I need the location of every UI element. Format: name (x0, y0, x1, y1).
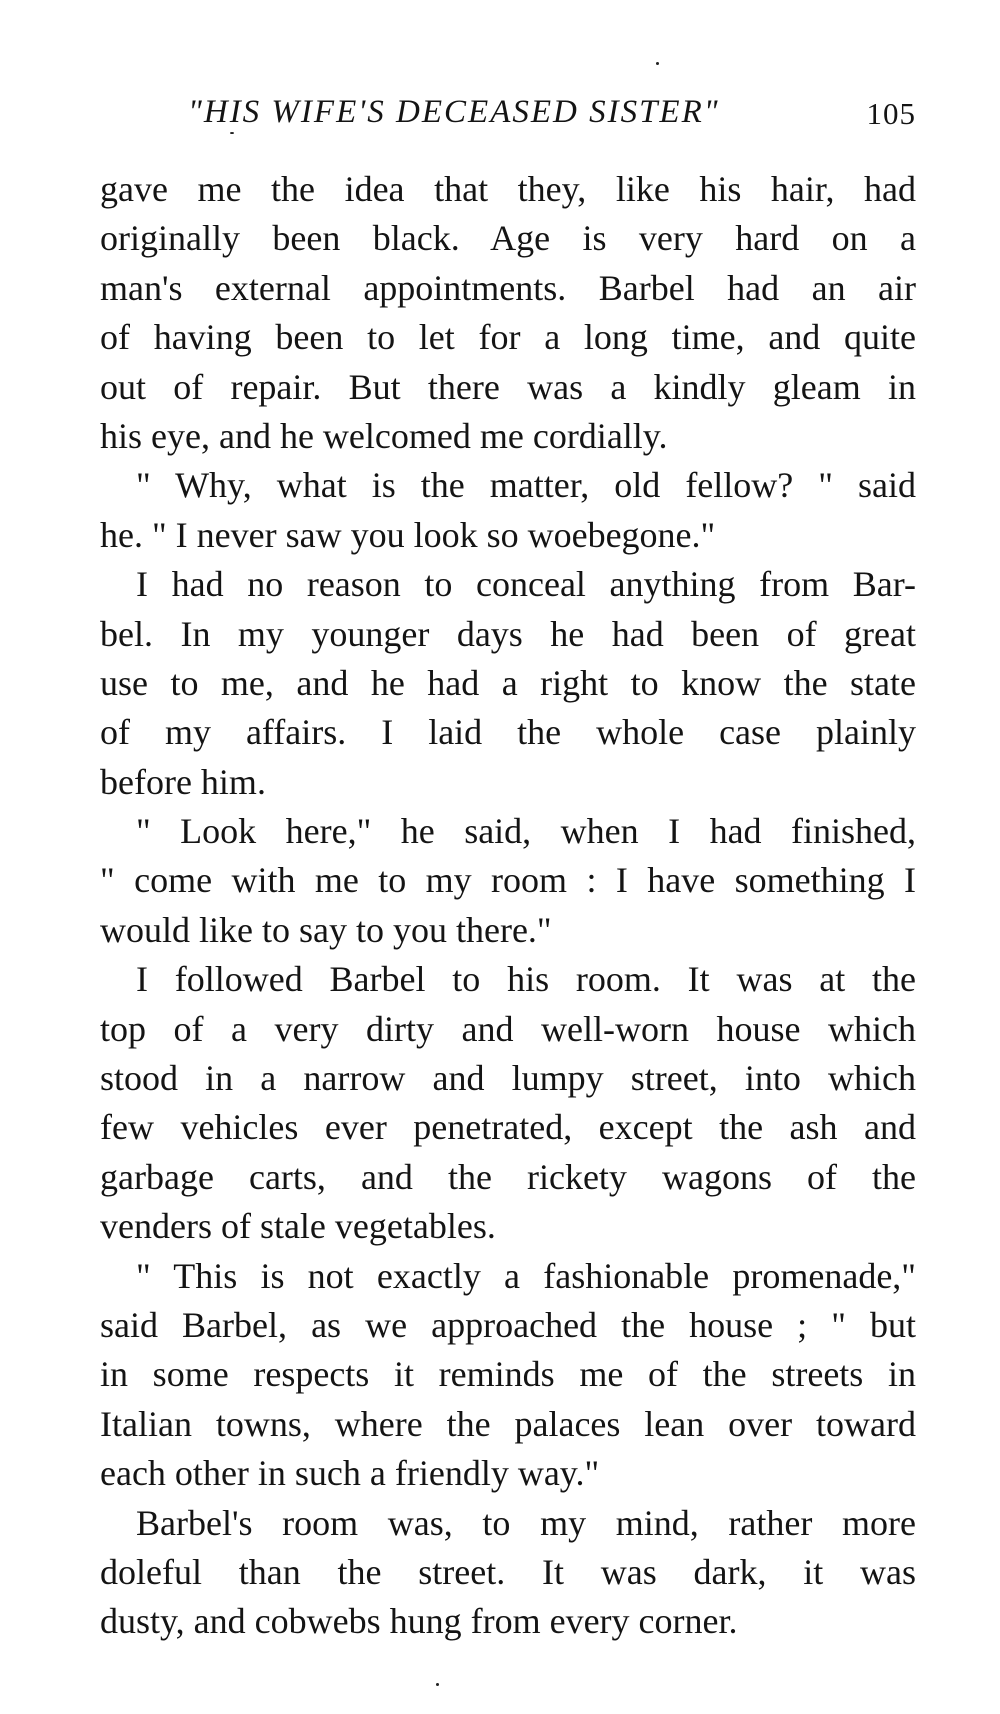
text-line: out of repair. But there was a kindly gleam in (100, 366, 916, 407)
text-line: stood in a narrow and lumpy street, into which (100, 1058, 916, 1099)
paragraph (100, 461, 916, 560)
text-line: he. " I never saw you look so woebegone." (100, 514, 716, 555)
text-line: doleful than the street. It was dark, it was (100, 1551, 916, 1592)
text-line: top of a very dirty and well-worn house which (100, 1008, 916, 1049)
paragraph (100, 1252, 916, 1499)
text-line: I followed Barbel to his room. It was at the (136, 959, 916, 1000)
print-speck (436, 1683, 439, 1686)
paragraph (100, 165, 916, 461)
paragraph (100, 807, 916, 955)
text-line: originally been black. Age is very hard on a (100, 218, 916, 259)
text-line: Barbel's room was, to my mind, rather more (136, 1502, 916, 1543)
text-line: would like to say to you there." (100, 909, 552, 950)
text-line: dusty, and cobwebs hung from every corner. (100, 1601, 738, 1642)
text-line: gave me the idea that they, like his hair, had (100, 169, 916, 209)
text-line: " Look here," he said, when I had finished, (136, 811, 916, 852)
text-line: man's external appointments. Barbel had an air (100, 267, 916, 308)
text-line: " come with me to my room : I have something I (100, 860, 916, 901)
text-line: few vehicles ever penetrated, except the ash and (100, 1107, 916, 1148)
text-line: of my affairs. I laid the whole case plainly (100, 712, 916, 753)
text-line: in some respects it reminds me of the streets in (100, 1354, 916, 1395)
text-line: said Barbel, as we approached the house ; " but (100, 1304, 916, 1345)
text-line: bel. In my younger days he had been of great (100, 613, 916, 654)
running-title: "HIS WIFE'S DECEASED SISTER" (188, 94, 720, 130)
text-line: Italian towns, where the palaces lean over toward (100, 1403, 916, 1444)
text-line: " Why, what is the matter, old fellow? " said (136, 465, 916, 506)
paragraph (100, 955, 916, 1251)
text-line: I had no reason to conceal anything from Bar- (136, 564, 916, 605)
text-line: of having been to let for a long time, and quite (100, 317, 916, 358)
running-head (100, 90, 916, 138)
text-line: " This is not exactly a fashionable promenade," (136, 1255, 916, 1296)
paragraph (100, 1499, 916, 1647)
text-line: his eye, and he welcomed me cordially. (100, 415, 668, 456)
text-line: garbage carts, and the rickety wagons of the (100, 1156, 916, 1197)
page-number: 105 (866, 96, 916, 131)
body-text (100, 165, 916, 1647)
text-line: each other in such a friendly way." (100, 1453, 600, 1494)
text-line: venders of stale vegetables. (100, 1206, 496, 1247)
paragraph (100, 560, 916, 807)
text-line: before him. (100, 761, 266, 802)
print-speck (656, 62, 659, 65)
text-line: use to me, and he had a right to know the state (100, 662, 916, 703)
